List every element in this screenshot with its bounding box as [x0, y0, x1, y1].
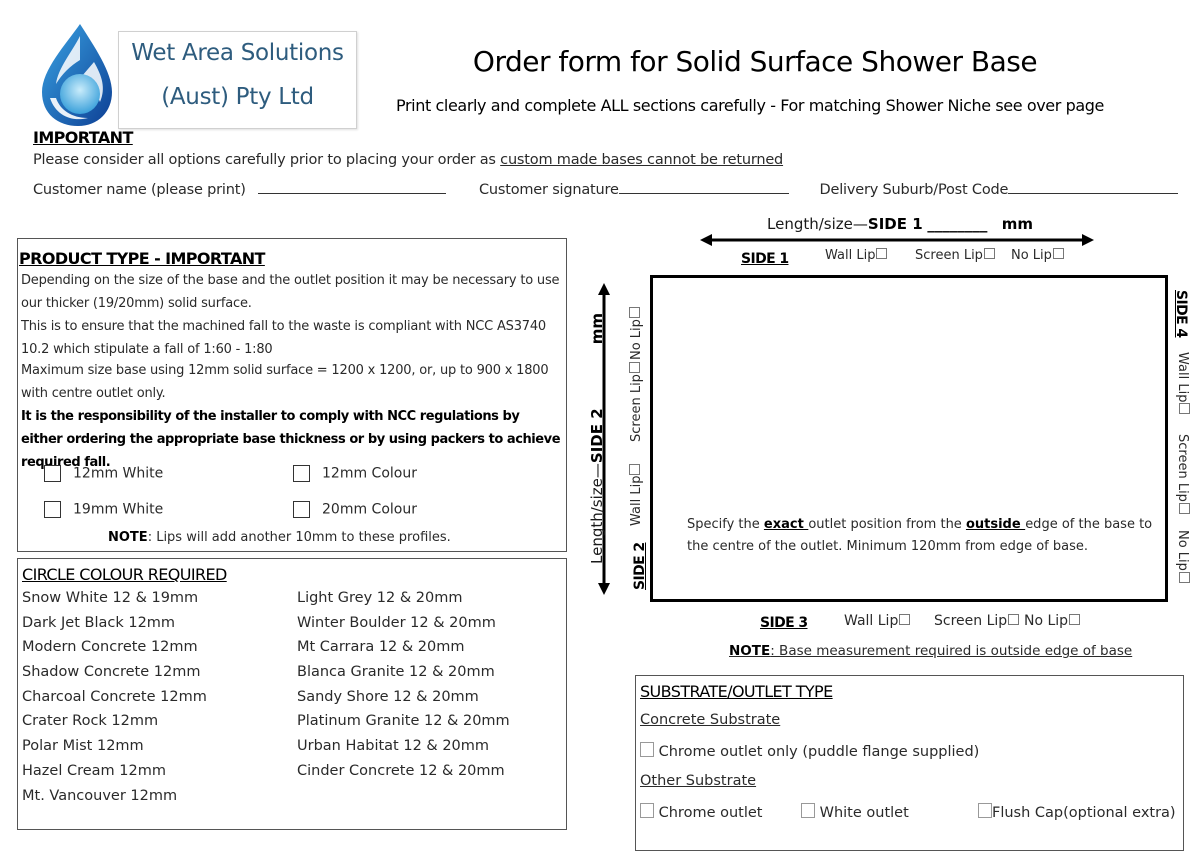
side2-length-blank[interactable]: ______ — [588, 358, 606, 404]
product-type-para2: This is to ensure that the machined fall to the waste is compliant with NCC AS3740 10.2 which stipulate a fall of 1:60 - 1:80 — [21, 319, 546, 357]
lip-label: Wall Lip — [629, 475, 644, 526]
option-label: Chrome outlet — [658, 805, 763, 821]
delivery-suburb-field[interactable] — [1008, 180, 1178, 194]
product-type-responsibility: It is the responsibility of the installer to comply with NCC regulations by either ordering the appropriate base thickness or by using packers to achieve required fall. — [21, 409, 561, 470]
lips-note — [108, 530, 451, 545]
company-name-line1: Wet Area Solutions — [131, 40, 344, 66]
side2-wall-lip[interactable] — [629, 464, 644, 526]
option-label: 12mm Colour — [322, 465, 417, 482]
side2-no-lip[interactable] — [629, 307, 644, 360]
concrete-substrate-heading: Concrete Substrate — [640, 712, 781, 728]
checkbox-side1-screen-lip[interactable] — [984, 248, 995, 259]
customer-signature-label: Customer signature — [478, 182, 619, 198]
double-arrow-horizontal-icon — [700, 232, 1094, 246]
checkbox-white-outlet[interactable] — [801, 803, 815, 818]
colour-option[interactable]: Shadow Concrete 12mm — [22, 664, 201, 681]
side1-wall-lip[interactable] — [825, 248, 887, 263]
side1-length-label: SIDE 1 — [867, 215, 923, 233]
important-heading: IMPORTANT — [33, 128, 133, 147]
side1-label-text: SIDE 1 — [741, 251, 789, 267]
text: edge of the base to — [1025, 517, 1153, 532]
outlet-instruction — [687, 514, 1152, 558]
option-12mm-white[interactable] — [44, 465, 163, 482]
note-text: : Base measurement required is outside edge of base — [770, 643, 1133, 659]
length-prefix: Length/size— — [767, 215, 868, 233]
base-measurement-note — [729, 643, 1132, 659]
text: Specify the — [687, 517, 764, 532]
option-chrome-outlet[interactable] — [640, 803, 762, 821]
side2-label-text: SIDE 2 — [632, 542, 648, 590]
colour-option[interactable]: Winter Boulder 12 & 20mm — [297, 614, 496, 631]
customer-signature-field[interactable] — [619, 180, 789, 194]
emphasis-outside: outside — [965, 517, 1026, 532]
colour-option[interactable]: Light Grey 12 & 20mm — [297, 590, 463, 606]
logo-water-drop-icon — [36, 22, 116, 128]
colour-list-col2 — [297, 586, 510, 784]
side2-length-field[interactable] — [588, 313, 606, 564]
option-flush-cap[interactable] — [978, 803, 1176, 821]
checkbox-20mm-colour[interactable] — [293, 501, 310, 518]
side2-length-label: SIDE 2 — [588, 408, 606, 464]
option-19mm-white[interactable] — [44, 501, 163, 518]
page-subtitle: Print clearly and complete ALL sections carefully - For matching Shower Niche see over page — [396, 96, 1104, 115]
unit-mm: mm — [588, 313, 606, 345]
option-label: 19mm White — [73, 501, 164, 518]
colour-option[interactable]: Dark Jet Black 12mm — [22, 614, 176, 631]
checkbox-side2-no-lip[interactable] — [629, 307, 640, 318]
checkbox-chrome-outlet-only[interactable] — [640, 742, 654, 757]
lip-label: Screen Lip — [629, 374, 644, 442]
company-name-box — [118, 31, 357, 129]
customer-name-label: Customer name (please print) — [33, 182, 246, 198]
option-label: 12mm White — [73, 465, 164, 482]
checkbox-side1-no-lip[interactable] — [1053, 248, 1064, 259]
side3-screen-lip[interactable] — [934, 613, 1019, 629]
colour-option[interactable]: Platinum Granite 12 & 20mm — [297, 713, 510, 730]
side3-label-text: SIDE 3 — [760, 615, 808, 631]
checkbox-side4-no-lip[interactable] — [1179, 572, 1190, 583]
colour-option[interactable]: Modern Concrete 12mm — [22, 639, 198, 656]
product-type-para1: Depending on the size of the base and the outlet position it may be necessary to use our thicker (19/20mm) solid surface. — [21, 273, 560, 311]
colour-option[interactable]: Charcoal Concrete 12mm — [22, 688, 207, 705]
side4-no-lip[interactable] — [1175, 530, 1190, 583]
lip-label: Wall Lip — [825, 248, 876, 263]
checkbox-side3-no-lip[interactable] — [1069, 614, 1080, 625]
colour-option[interactable]: Mt. Vancouver 12mm — [22, 787, 178, 804]
note-label: NOTE — [108, 530, 148, 545]
side3-label — [760, 612, 808, 631]
company-name-line2: (Aust) Pty Ltd — [161, 84, 314, 110]
colour-option[interactable]: Cinder Concrete 12 & 20mm — [297, 762, 505, 779]
lip-label: No Lip — [1011, 248, 1052, 263]
lip-label: Wall Lip — [844, 613, 899, 629]
side4-label-text: SIDE 4 — [1173, 290, 1189, 338]
colour-option[interactable]: Snow White 12 & 19mm — [22, 590, 199, 606]
customer-name-field[interactable] — [258, 180, 446, 194]
product-type-section — [17, 238, 567, 552]
option-label: Flush Cap(optional extra) — [992, 805, 1176, 821]
important-notice-text: Please consider all options carefully prior to placing your order as — [33, 152, 501, 168]
length-prefix: Length/size— — [588, 463, 606, 564]
colour-option[interactable]: Polar Mist 12mm — [22, 738, 144, 755]
checkbox-side4-screen-lip[interactable] — [1179, 503, 1190, 514]
side3-no-lip[interactable] — [1024, 613, 1080, 629]
checkbox-chrome-outlet[interactable] — [640, 803, 654, 818]
checkbox-flush-cap[interactable] — [978, 803, 992, 818]
option-chrome-outlet-only[interactable] — [640, 742, 979, 760]
product-type-para3: Maximum size base using 12mm solid surface = 1200 x 1200, or, up to 900 x 1800 with centre outlet only. — [21, 363, 549, 401]
checkbox-side1-wall-lip[interactable] — [876, 248, 887, 259]
colour-option[interactable]: Blanca Granite 12 & 20mm — [297, 664, 495, 681]
text: outlet position from the — [808, 517, 966, 532]
lip-label: No Lip — [1024, 613, 1069, 629]
side1-length-field[interactable] — [767, 215, 1033, 233]
colour-option[interactable]: Urban Habitat 12 & 20mm — [297, 738, 490, 755]
colour-option[interactable]: Sandy Shore 12 & 20mm — [297, 688, 479, 705]
checkbox-side2-wall-lip[interactable] — [629, 464, 640, 475]
lip-label: Wall Lip — [1175, 352, 1190, 403]
option-label: Chrome outlet only (puddle flange supplied) — [658, 744, 980, 760]
option-white-outlet[interactable] — [801, 803, 909, 821]
page-title: Order form for Solid Surface Shower Base — [472, 45, 1038, 78]
side4-label — [1173, 290, 1192, 338]
side1-no-lip[interactable] — [1011, 248, 1064, 263]
lip-label: Screen Lip — [934, 613, 1008, 629]
side4-wall-lip[interactable] — [1175, 352, 1190, 414]
side2-label — [629, 543, 648, 591]
lip-label: No Lip — [629, 319, 644, 360]
checkbox-side4-wall-lip[interactable] — [1179, 403, 1190, 414]
side3-wall-lip[interactable] — [844, 613, 910, 629]
side1-label — [741, 248, 789, 267]
lip-label: Screen Lip — [915, 248, 983, 263]
important-notice — [33, 152, 783, 168]
substrate-heading: SUBSTRATE/OUTLET TYPE — [640, 682, 833, 701]
lip-label: Screen Lip — [1175, 434, 1190, 502]
colour-option[interactable]: Mt Carrara 12 & 20mm — [297, 639, 465, 656]
colour-option[interactable]: Crater Rock 12mm — [22, 713, 159, 730]
note-text: : Lips will add another 10mm to these profiles. — [147, 530, 451, 545]
unit-mm: mm — [1001, 215, 1033, 233]
option-20mm-colour[interactable] — [293, 501, 417, 518]
note-label: NOTE — [729, 643, 771, 659]
no-returns-notice: custom made bases cannot be returned — [500, 152, 784, 168]
colour-section — [17, 558, 567, 830]
outlet-instruction-line2: the centre of the outlet. Minimum 120mm from edge of base. — [687, 539, 1088, 554]
side1-screen-lip[interactable] — [915, 248, 995, 263]
customer-fields — [33, 180, 1153, 198]
option-12mm-colour[interactable] — [293, 465, 417, 482]
checkbox-side3-screen-lip[interactable] — [1008, 614, 1019, 625]
checkbox-12mm-white[interactable] — [44, 465, 61, 482]
checkbox-12mm-colour[interactable] — [293, 465, 310, 482]
product-type-heading: PRODUCT TYPE - IMPORTANT — [19, 249, 265, 268]
colour-heading: CIRCLE COLOUR REQUIRED — [22, 565, 227, 584]
option-label: 20mm Colour — [322, 501, 417, 518]
side2-screen-lip[interactable] — [629, 362, 644, 442]
colour-option[interactable]: Hazel Cream 12mm — [22, 762, 166, 779]
side4-screen-lip[interactable] — [1175, 434, 1190, 514]
side1-length-blank[interactable]: ________ — [927, 215, 988, 233]
lip-label: No Lip — [1175, 530, 1190, 571]
delivery-suburb-label: Delivery Suburb/Post Code — [819, 182, 1009, 198]
substrate-section — [635, 675, 1184, 851]
option-label: White outlet — [819, 805, 909, 821]
checkbox-side2-screen-lip[interactable] — [629, 362, 640, 373]
other-substrate-heading: Other Substrate — [640, 773, 757, 789]
checkbox-side3-wall-lip[interactable] — [899, 614, 910, 625]
emphasis-exact: exact — [763, 517, 809, 532]
checkbox-19mm-white[interactable] — [44, 501, 61, 518]
colour-list-col1 — [22, 586, 207, 808]
